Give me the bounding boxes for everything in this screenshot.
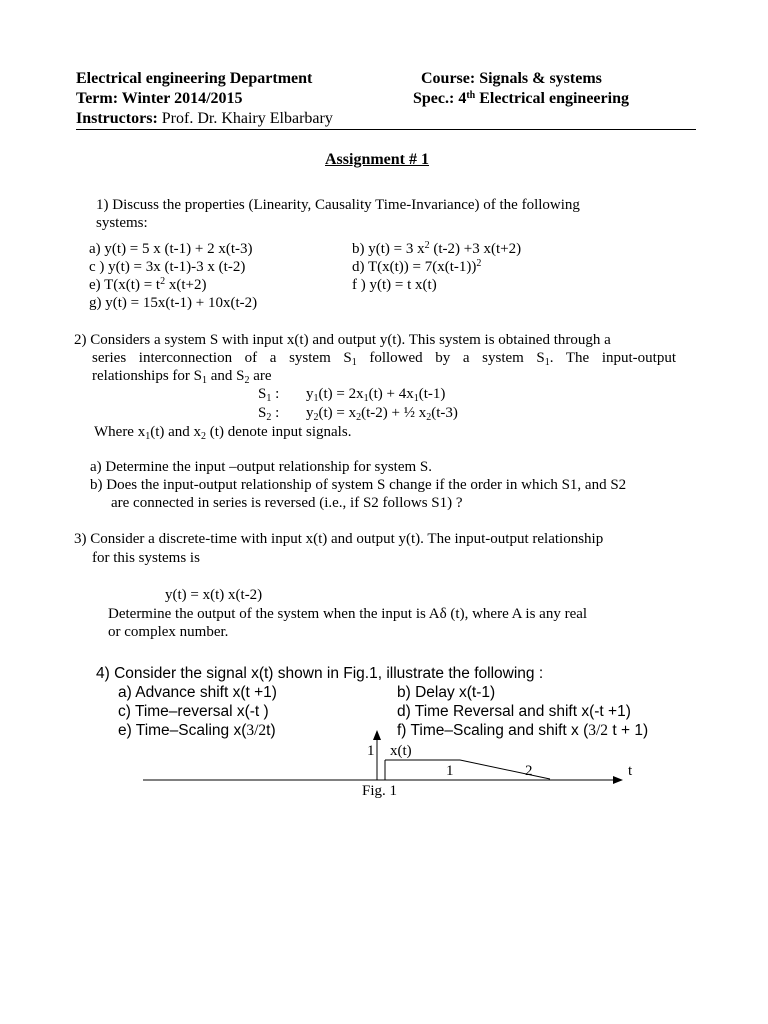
q4-item-b: b) Delay x(t-1) <box>397 684 496 701</box>
term: Term: Winter 2014/2015 <box>76 90 243 107</box>
q1-item-b: b) y(t) = 3 $x^2$ (t-2) +3 x(t+2) <box>352 240 522 257</box>
q4-intro: 4) Consider the signal x(t) shown in Fig.1, illustrate the following : <box>96 665 544 682</box>
signal-label: x(t) <box>390 743 412 759</box>
q2-line3: relationships for $S_1$ and $S_2$ are <box>92 368 272 386</box>
q4-item-a: a) Advance shift x(t +1) <box>118 684 277 701</box>
q2-s1-label: $S_1$ : <box>258 386 280 404</box>
q1-item-g: g) y(t) = 15x(t-1) + 10x(t-2) <box>89 295 258 311</box>
specialization: Spec.: 4th Electrical engineering <box>413 90 629 107</box>
instructors-label: Instructors: <box>76 110 158 127</box>
q3-equation: y(t) = x(t) x(t-2) <box>165 587 263 603</box>
q2-s2-label: $S_2$ : <box>258 405 280 423</box>
q4-item-d: d) Time Reversal and shift x(-t +1) <box>397 703 631 720</box>
x-tick-label-2: 2 <box>525 763 533 779</box>
q2-item-b-line2: are connected in series is reversed (i.e., if S2 follows S1) ? <box>111 495 463 511</box>
q4-item-f: f) Time–Scaling and shift x (3/2 t + 1) <box>397 722 649 739</box>
q1-item-c: c ) y(t) = 3x (t-1)-3 x (t-2) <box>89 259 246 275</box>
q1-item-f: f ) y(t) = t x(t) <box>352 277 437 293</box>
q1-item-e: e) $T(x(t) = t^2$ x(t+2) <box>89 276 207 293</box>
department-name: Electrical engineering Department <box>76 70 313 87</box>
q2-item-a: a) Determine the input –output relationship for system S. <box>90 459 433 475</box>
q3-line2: for this systems is <box>92 550 200 566</box>
q2-line1: 2) Considers a system S with input x(t) and output y(t). This system is obtained through a <box>74 332 611 348</box>
instructors-name: Prof. Dr. Khairy Elbarbary <box>157 110 333 127</box>
q3-line1: 3) Consider a discrete-time with input x(t) and output y(t). The input-output relationship <box>74 531 604 547</box>
q4-item-e: e) Time–Scaling x(3/2t) <box>118 722 276 739</box>
q3-line4: or complex number. <box>108 624 229 640</box>
q2-where: Where $x_1(t)$ and $x_2$ (t) denote input signals. <box>94 424 352 442</box>
q2-item-b-line1: b) Does the input-output relationship of system S change if the order in which S1, and S2 <box>90 477 627 493</box>
figure-caption: Fig. 1 <box>362 783 398 799</box>
q2-s1-equation: $y_1(t) = 2x_1(t) + 4x_1(t-1)$ <box>306 386 446 404</box>
q4-item-c: c) Time–reversal x(-t ) <box>118 703 269 720</box>
course-name: Course: Signals & systems <box>421 70 602 87</box>
q1-line1: 1) Discuss the properties (Linearity, Causality Time-Invariance) of the following <box>96 197 580 213</box>
page-title: Assignment # 1 <box>325 151 430 168</box>
q2-s2-equation: $y_2(t) = x_2(t-2)$ + ½ $x_2(t-3)$ <box>306 405 458 423</box>
time-axis-label: t <box>628 763 633 779</box>
y-tick-label: 1 <box>367 743 375 759</box>
q2-line2: series interconnection of a system $S_1$ followed by a system $S_1$. The input-output <box>92 350 676 368</box>
x-tick-label-1: 1 <box>446 763 454 779</box>
signal-ramp-segment <box>460 760 550 779</box>
q1-item-d: d) $T(x(t)) = 7(x(t-1))^2$ <box>352 258 482 275</box>
q3-line3: Determine the output of the system when the input is Aδ (t), where A is any real <box>108 606 588 622</box>
q1-line2: systems: <box>96 215 148 231</box>
q1-item-a: a) y(t) = 5 x (t-1) + 2 x(t-3) <box>89 241 253 257</box>
